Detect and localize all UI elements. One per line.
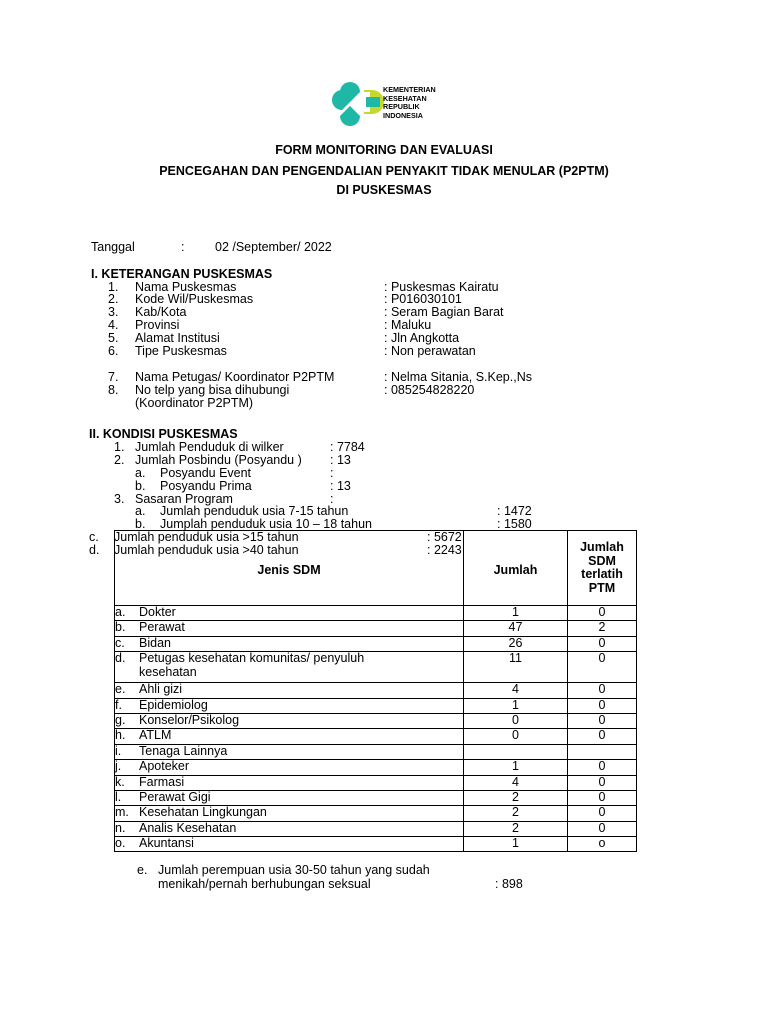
cell-jenis-sdm	[115, 760, 464, 775]
row-name: Ahli gizi	[139, 682, 183, 697]
cell-jenis-sdm	[115, 744, 464, 759]
table-row	[115, 713, 637, 728]
item-label: Jumplah penduduk usia 10 – 18 tahun	[160, 517, 372, 531]
sdm-table	[114, 530, 637, 852]
row-name: Kesehatan Lingkungan	[139, 805, 267, 820]
cell-jumlah: 2	[464, 806, 568, 821]
table-row	[115, 683, 637, 698]
cell-jumlah: 47	[464, 621, 568, 636]
cell-jenis-sdm	[115, 790, 464, 805]
cell-terlatih: 0	[568, 698, 637, 713]
row-name: Petugas kesehatan komunitas/ penyuluh kesehatan	[139, 651, 365, 679]
item-no: a.	[135, 504, 146, 518]
row-name: Bidan	[139, 635, 171, 650]
row-name: Perawat Gigi	[139, 789, 211, 804]
logo-line-1: KEMENTERIAN	[383, 85, 436, 94]
cell-jumlah: 11	[464, 652, 568, 683]
cell-jumlah: 26	[464, 636, 568, 651]
item-label: Posyandu Event	[160, 466, 252, 480]
cell-terlatih: 0	[568, 636, 637, 651]
table-row	[115, 652, 637, 683]
cell-terlatih: 0	[568, 729, 637, 744]
item-label: Kab/Kota	[135, 305, 187, 319]
item-value: : Maluku	[384, 318, 432, 332]
cell-jumlah: 4	[464, 683, 568, 698]
item-value: : Non perawatan	[384, 344, 476, 358]
item-value: : 2243	[427, 543, 462, 557]
row-letter: d.	[115, 651, 126, 666]
item-label: Provinsi	[135, 318, 180, 332]
item-no: 5.	[108, 331, 119, 345]
tanggal-label: Tanggal	[91, 240, 135, 254]
sdm-table-body	[115, 606, 637, 852]
form-subtitle-location: DI PUSKESMAS	[336, 183, 432, 197]
item-label-cont: (Koordinator P2PTM)	[135, 396, 254, 410]
row-letter: m.	[115, 805, 129, 820]
item-value: : 898	[495, 877, 523, 891]
row-letter: j.	[115, 759, 122, 774]
item-label: Jumlah Penduduk di wilker	[135, 440, 284, 454]
item-value: : 1580	[497, 517, 532, 531]
row-name: Perawat	[139, 620, 185, 635]
kemenkes-logo-icon	[328, 78, 388, 130]
item-no: d.	[89, 543, 100, 557]
item-label: Posyandu Prima	[160, 479, 252, 493]
cell-jenis-sdm	[115, 636, 464, 651]
cell-jenis-sdm	[115, 775, 464, 790]
cell-jenis-sdm	[115, 652, 464, 683]
row-letter: g.	[115, 712, 126, 727]
row-name: Apoteker	[139, 759, 190, 774]
item-no: 3.	[108, 305, 119, 319]
item-no: a.	[135, 466, 146, 480]
table-row	[115, 837, 637, 852]
row-letter: h.	[115, 728, 126, 743]
header-jenis-sdm: Jenis SDM	[115, 531, 464, 606]
cell-jumlah: 2	[464, 790, 568, 805]
item-no: e.	[137, 863, 148, 877]
item-label: Jumlah penduduk usia 7-15 tahun	[160, 504, 349, 518]
item-value: : Puskesmas Kairatu	[384, 280, 499, 294]
cell-jumlah: 2	[464, 821, 568, 836]
logo-line-2: KESEHATAN	[383, 93, 427, 103]
cell-jenis-sdm	[115, 698, 464, 713]
cell-terlatih: 0	[568, 760, 637, 775]
cell-terlatih: 0	[568, 713, 637, 728]
item-no: 2.	[114, 453, 125, 467]
item-label: Jumlah Posbindu (Posyandu )	[135, 453, 302, 467]
cell-jumlah: 1	[464, 837, 568, 852]
cell-terlatih: 0	[568, 652, 637, 683]
table-row	[115, 806, 637, 821]
cell-terlatih: 0	[568, 821, 637, 836]
cell-jumlah: 0	[464, 729, 568, 744]
tanggal-sep: :	[181, 240, 185, 254]
item-value: : Seram Bagian Barat	[384, 305, 504, 319]
table-row	[115, 621, 637, 636]
item-value: : 7784	[330, 440, 365, 454]
item-label: Jumlah perempuan usia 30-50 tahun yang sudah	[158, 863, 430, 877]
row-letter: b.	[115, 620, 126, 635]
item-label: Jumlah penduduk usia >40 tahun	[114, 543, 299, 557]
header-jumlah-terlatih: Jumlah SDM terlatih PTM	[568, 531, 637, 606]
cell-jumlah: 4	[464, 775, 568, 790]
item-value: : 085254828220	[384, 383, 475, 397]
logo-line-4: INDONESIA	[383, 110, 423, 120]
section-1-heading: I. KETERANGAN PUSKESMAS	[91, 267, 273, 281]
row-name: Akuntansi	[139, 836, 194, 851]
table-row	[115, 760, 637, 775]
row-name: ATLM	[139, 728, 172, 743]
item-value: : 13	[330, 453, 351, 467]
row-name: Analis Kesehatan	[139, 820, 237, 835]
item-label: Nama Petugas/ Koordinator P2PTM	[135, 370, 335, 384]
item-label-cont: menikah/pernah berhubungan seksual	[158, 877, 371, 891]
item-label: Tipe Puskesmas	[135, 344, 227, 358]
item-no: 3.	[114, 492, 125, 506]
row-letter: c.	[115, 635, 125, 650]
item-no: b.	[135, 517, 146, 531]
row-name: Dokter	[139, 605, 176, 619]
row-letter: n.	[115, 820, 126, 835]
table-row	[115, 636, 637, 651]
table-row	[115, 698, 637, 713]
cell-jumlah: 1	[464, 760, 568, 775]
section-2-heading: II. KONDISI PUSKESMAS	[89, 427, 238, 441]
item-no: 2.	[108, 292, 119, 306]
item-no: 7.	[108, 370, 119, 384]
form-subtitle: PENCEGAHAN DAN PENGENDALIAN PENYAKIT TIDAK MENULAR (P2PTM)	[159, 164, 609, 178]
item-label: Kode Wil/Puskesmas	[135, 292, 254, 306]
item-value: : Nelma Sitania, S.Kep.,Ns	[384, 370, 532, 384]
row-letter: f.	[115, 697, 122, 712]
item-no: 1.	[108, 280, 119, 294]
item-no: 6.	[108, 344, 119, 358]
item-value: :	[330, 492, 334, 506]
table-row	[115, 790, 637, 805]
item-no: c.	[89, 530, 99, 544]
cell-terlatih: 0	[568, 790, 637, 805]
table-row	[115, 775, 637, 790]
item-label: No telp yang bisa dihubungi	[135, 383, 290, 397]
cell-terlatih: 0	[568, 606, 637, 621]
item-label: Jumlah penduduk usia >15 tahun	[114, 530, 299, 544]
row-letter: e.	[115, 682, 126, 697]
logo-text	[383, 86, 436, 120]
cell-jenis-sdm	[115, 606, 464, 621]
header-jumlah: Jumlah	[464, 531, 568, 606]
item-label: Alamat Institusi	[135, 331, 220, 345]
cell-terlatih: 0	[568, 683, 637, 698]
table-row	[115, 821, 637, 836]
item-no: 1.	[114, 440, 125, 454]
logo-line-3: REPUBLIK	[383, 102, 420, 112]
table-row	[115, 606, 637, 621]
item-no: 8.	[108, 383, 119, 397]
cell-terlatih: 0	[568, 775, 637, 790]
item-value: : P016030101	[384, 292, 462, 306]
row-letter: i.	[115, 743, 122, 758]
table-row	[115, 744, 637, 759]
cell-jenis-sdm	[115, 713, 464, 728]
cell-jenis-sdm	[115, 683, 464, 698]
item-value: : 13	[330, 479, 351, 493]
form-title: FORM MONITORING DAN EVALUASI	[275, 143, 493, 157]
row-letter: l.	[115, 789, 122, 804]
table-row	[115, 729, 637, 744]
cell-jenis-sdm	[115, 621, 464, 636]
cell-jenis-sdm	[115, 806, 464, 821]
cell-jumlah: 0	[464, 713, 568, 728]
item-no: b.	[135, 479, 146, 493]
row-name: Epidemiolog	[139, 697, 208, 712]
item-value: : 1472	[497, 504, 532, 518]
cell-terlatih: 0	[568, 806, 637, 821]
item-value: : Jln Angkotta	[384, 331, 460, 345]
cell-terlatih	[568, 744, 637, 759]
row-name: Konselor/Psikolog	[139, 712, 240, 727]
item-no: 4.	[108, 318, 119, 332]
cell-jumlah	[464, 744, 568, 759]
item-label: Nama Puskesmas	[135, 280, 237, 294]
cell-jumlah: 1	[464, 606, 568, 621]
cell-terlatih: o	[568, 837, 637, 852]
row-letter: a.	[115, 605, 126, 619]
item-value: :	[330, 466, 334, 480]
row-letter: o.	[115, 836, 126, 851]
cell-jumlah: 1	[464, 698, 568, 713]
cell-jenis-sdm	[115, 837, 464, 852]
item-label: Sasaran Program	[135, 492, 233, 506]
cell-jenis-sdm	[115, 821, 464, 836]
cell-terlatih: 2	[568, 621, 637, 636]
cell-jenis-sdm	[115, 729, 464, 744]
row-name: Tenaga Lainnya	[139, 743, 228, 758]
row-name: Farmasi	[139, 774, 185, 789]
row-letter: k.	[115, 774, 125, 789]
item-value: : 5672	[427, 530, 462, 544]
tanggal-value: 02 /September/ 2022	[215, 240, 332, 254]
